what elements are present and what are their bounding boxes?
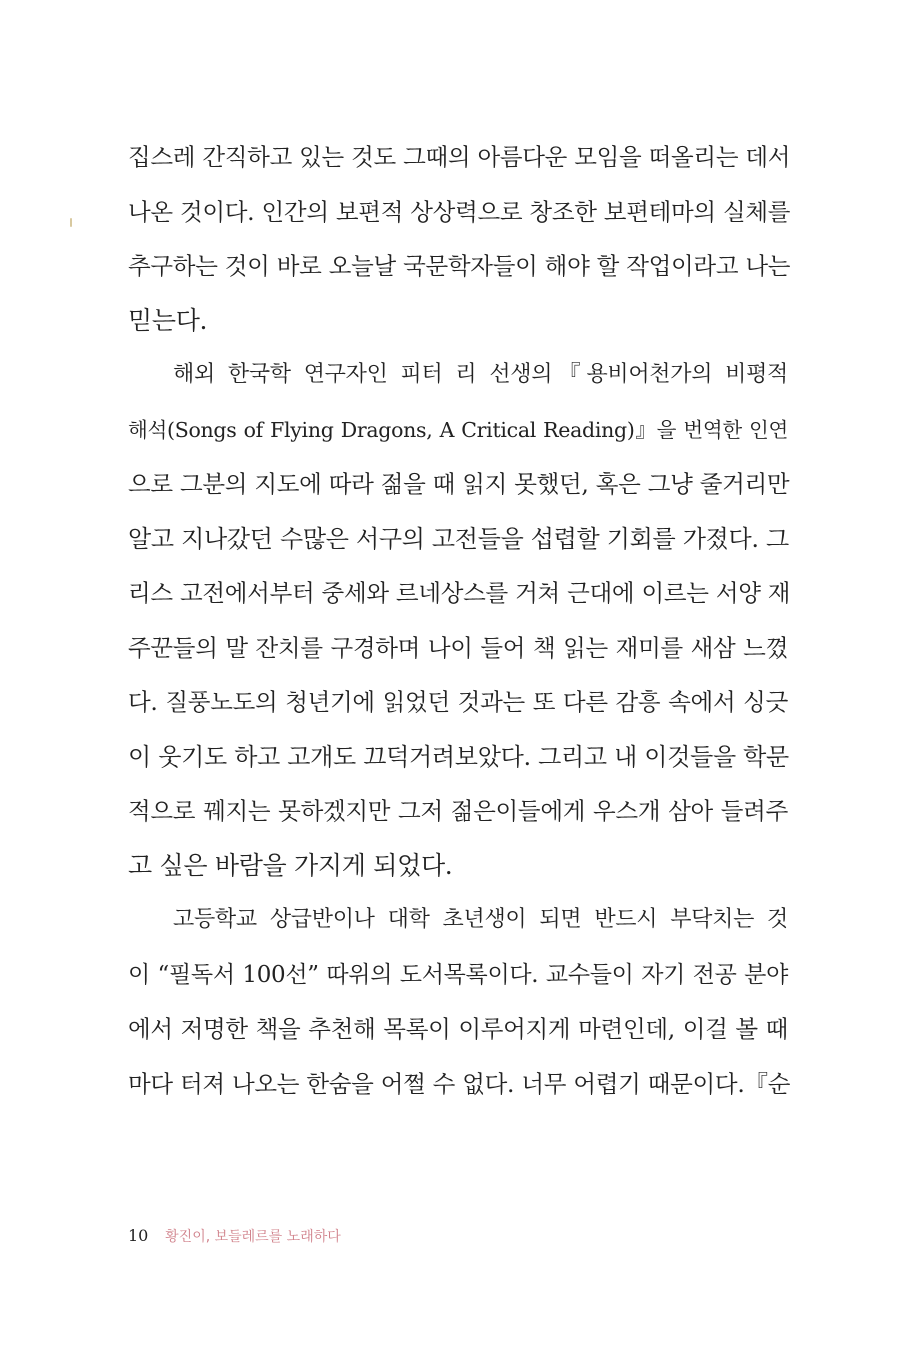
text-line: 다. 질풍노도의 청년기에 읽었던 것과는 또 다른 감흥 속에서 싱긋 — [128, 688, 788, 716]
page-number: 10 — [128, 1226, 149, 1245]
running-title: 황진이, 보들레르를 노래하다 — [165, 1229, 341, 1245]
paper-speck — [70, 218, 72, 227]
paragraph-1 — [128, 130, 791, 348]
text-line: 이 웃기도 하고 고개도 끄덕거려보았다. 그리고 내 이것들을 학문 — [128, 742, 789, 771]
body-text — [128, 130, 791, 1111]
text-line: 주꾼들의 말 잔치를 구경하며 나이 들어 책 읽는 재미를 새삼 느꼈 — [128, 633, 788, 662]
text-line: 해외 한국학 연구자인 피터 리 선생의『용비어천가의 비평적 — [173, 362, 788, 387]
text-line: 으로 그분의 지도에 따라 젊을 때 읽지 못했던, 혹은 그냥 줄거리만 — [128, 470, 790, 498]
page-footer — [128, 1226, 341, 1247]
text-line: 믿는다. — [128, 305, 208, 335]
paragraph-2 — [128, 348, 791, 893]
text-line: 추구하는 것이 바로 오늘날 국문학자들이 해야 할 작업이라고 나는 — [128, 252, 791, 280]
text-line: 고등학교 상급반이나 대학 초년생이 되면 반드시 부닥치는 것 — [173, 907, 788, 932]
text-line: 이 “필독서 100선” 따위의 도서목록이다. 교수들이 자기 전공 분야 — [128, 961, 788, 988]
text-line: 나온 것이다. 인간의 보편적 상상력으로 창조한 보편테마의 실체를 — [128, 197, 791, 226]
text-line: 해석(Songs of Flying Dragons, A Critical Reading)』을 번역한 인연 — [128, 417, 788, 442]
text-line: 마다 터져 나오는 한숨을 어쩔 수 없다. 너무 어렵기 때문이다.『순 — [128, 1069, 791, 1098]
text-line: 에서 저명한 책을 추천해 목록이 이루어지게 마련인데, 이걸 볼 때 — [128, 1015, 788, 1043]
paragraph-3 — [128, 893, 791, 1111]
text-line: 리스 고전에서부터 중세와 르네상스를 거쳐 근대에 이르는 서양 재 — [128, 579, 791, 607]
text-line: 고 싶은 바람을 가지게 되었다. — [128, 850, 453, 880]
text-line: 적으로 꿰지는 못하겠지만 그저 젊은이들에게 우스개 삼아 들려주 — [128, 797, 788, 825]
text-line: 집스레 간직하고 있는 것도 그때의 아름다운 모임을 떠올리는 데서 — [128, 143, 791, 171]
text-line: 알고 지나갔던 수많은 서구의 고전들을 섭렵할 기회를 가졌다. 그 — [128, 524, 789, 553]
